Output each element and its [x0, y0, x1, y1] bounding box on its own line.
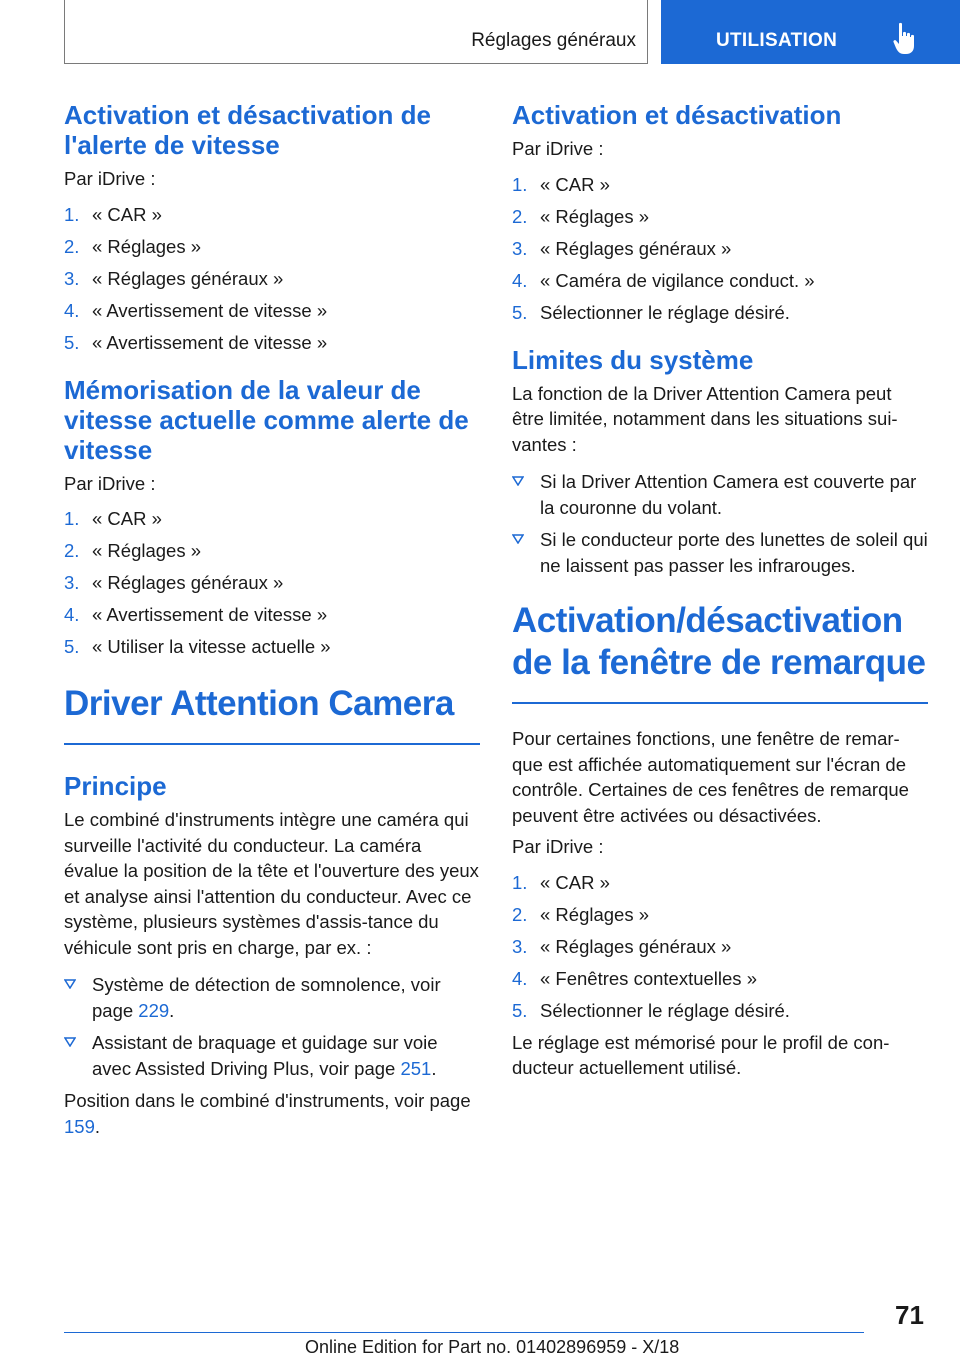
step-number: 3. — [64, 267, 80, 289]
footer-divider — [64, 1332, 864, 1333]
step-item — [512, 902, 928, 927]
idrive-intro: Par iDrive : — [64, 168, 156, 189]
principle-heading: Principe — [64, 771, 167, 801]
alert-speed-steps — [64, 202, 480, 355]
bullet-end: . — [431, 1057, 437, 1079]
step-text: « Caméra de vigilance conduct. » — [540, 269, 815, 291]
step-item — [64, 298, 480, 323]
step-text: « CAR » — [92, 508, 162, 529]
step-item — [64, 202, 480, 227]
step-number: 1. — [512, 173, 528, 195]
step-item — [64, 602, 480, 627]
step-text: « Avertissement de vitesse » — [92, 331, 328, 353]
bullet-text: Système de détection de somnolence, voir page — [92, 974, 441, 1021]
activation-steps — [512, 172, 928, 325]
step-text: « Avertissement de vitesse » — [92, 604, 328, 625]
bullet-end: . — [169, 999, 175, 1021]
step-number: 4. — [512, 269, 528, 291]
step-item — [512, 268, 928, 293]
header-section-title: Réglages généraux — [471, 30, 636, 51]
step-text: « Utiliser la vitesse actuelle » — [92, 636, 331, 657]
bullet-text: Si le conducteur porte des lunettes de soleil qui ne laissent pas passer les infrarouges. — [540, 529, 928, 576]
triangle-bullet-icon — [64, 979, 76, 989]
step-text: « Réglages généraux » — [92, 267, 284, 289]
step-number: 2. — [512, 205, 528, 227]
step-item — [512, 172, 928, 197]
page-link[interactable]: 229 — [138, 999, 170, 1021]
bullet-item — [512, 527, 928, 578]
step-item — [64, 234, 480, 259]
step-number: 1. — [64, 508, 80, 529]
step-item — [512, 998, 928, 1023]
step-item — [64, 570, 480, 595]
step-number: 5. — [512, 999, 528, 1021]
system-limits-list — [512, 469, 928, 578]
step-number: 2. — [64, 235, 80, 257]
system-limits-text: La fonction de la Driver Attention Camera peut être limitée, notamment dans les situations sui-vantes : — [512, 382, 898, 455]
step-text: « Réglages généraux » — [540, 935, 732, 957]
position-text: Position dans le combiné d'instruments, voir page 159. — [64, 1090, 471, 1137]
idrive-intro: Par iDrive : — [512, 138, 604, 159]
remark-window-heading: Activation/désactivation de la fenêtre de remarque — [512, 601, 926, 682]
alert-speed-activation-heading: Activation et désactivation de l'alerte de vitesse — [64, 100, 431, 160]
step-text: « Réglages généraux » — [540, 237, 732, 259]
right-column — [512, 100, 928, 1081]
step-number: 3. — [64, 572, 80, 593]
assist-systems-list — [64, 972, 480, 1081]
activation-heading: Activation et désactivation — [512, 100, 842, 130]
heading-divider — [512, 702, 928, 704]
step-number: 4. — [64, 299, 80, 321]
step-text: « Avertissement de vitesse » — [92, 299, 328, 321]
step-number: 4. — [64, 604, 80, 625]
bullet-item — [64, 972, 480, 1023]
step-item — [512, 870, 928, 895]
step-item — [64, 506, 480, 531]
pointing-hand-icon — [893, 22, 921, 56]
footer-edition: Online Edition for Part no. 01402896959 - X/18 — [305, 1337, 680, 1357]
heading-divider — [64, 743, 480, 745]
remark-window-steps — [512, 870, 928, 1023]
step-text: Sélectionner le réglage désiré. — [540, 301, 790, 323]
step-number: 5. — [64, 636, 80, 657]
remark-window-outro: Le réglage est mémorisé pour le profil de con-ducteur actuellement utilisé. — [512, 1031, 890, 1078]
step-number: 4. — [512, 967, 528, 989]
remark-window-text: Pour certaines fonctions, une fenêtre de remar-que est affichée automatiquement sur l'écran de contrôle. Certaines de ces fenêtres de remarque peuvent être activées ou désactivées. — [512, 728, 909, 826]
triangle-bullet-icon — [512, 534, 524, 544]
step-text: « Réglages » — [540, 903, 650, 925]
step-text: « Réglages » — [92, 540, 202, 561]
bullet-text: Assistant de braquage et guidage sur voie avec Assisted Driving Plus, voir page — [92, 1032, 438, 1079]
idrive-intro: Par iDrive : — [64, 472, 156, 494]
step-number: 1. — [64, 203, 80, 225]
page-link[interactable]: 159 — [64, 1115, 95, 1137]
step-item — [512, 300, 928, 325]
step-item — [64, 330, 480, 355]
step-item — [64, 538, 480, 563]
store-speed-steps — [64, 506, 480, 659]
bullet-item — [64, 1030, 480, 1081]
step-item — [512, 204, 928, 229]
page-number: 71 — [895, 1300, 924, 1330]
step-text: « Fenêtres contextuelles » — [540, 967, 757, 989]
step-text: « Réglages généraux » — [92, 572, 284, 593]
step-number: 3. — [512, 935, 528, 957]
store-speed-heading: Mémorisation de la valeur de vitesse actuelle comme alerte de vitesse — [64, 374, 469, 465]
bullet-item — [512, 469, 928, 520]
step-text: « CAR » — [540, 173, 610, 195]
step-text: « Réglages » — [540, 205, 650, 227]
step-number: 5. — [64, 331, 80, 353]
triangle-bullet-icon — [512, 476, 524, 486]
idrive-intro: Par iDrive : — [512, 836, 604, 857]
principle-text: Le combiné d'instruments intègre une caméra qui surveille l'activité du conducteur. La caméra évalue la position de la tête et l'ouverture des yeux et analyse ainsi l'attention du conducteur. Avec ce système, plusieurs systèmes d'assis-tance du véhicule sont pris en charge, par ex. : — [64, 809, 479, 958]
step-number: 3. — [512, 237, 528, 259]
step-item — [512, 966, 928, 991]
step-text: « CAR » — [92, 203, 162, 225]
bullet-text: Si la Driver Attention Camera est couverte par la couronne du volant. — [540, 471, 917, 518]
step-number: 1. — [512, 871, 528, 893]
step-text: « CAR » — [540, 871, 610, 893]
driver-attention-camera-heading: Driver Attention Camera — [64, 684, 454, 723]
step-text: Sélectionner le réglage désiré. — [540, 999, 790, 1021]
step-item — [64, 634, 480, 659]
page-link[interactable]: 251 — [400, 1057, 432, 1079]
left-column — [64, 100, 480, 1139]
triangle-bullet-icon — [64, 1037, 76, 1047]
step-text: « Réglages » — [92, 235, 202, 257]
system-limits-heading: Limites du système — [512, 344, 754, 375]
step-item — [512, 236, 928, 261]
step-number: 2. — [64, 540, 80, 561]
step-number: 2. — [512, 903, 528, 925]
step-item — [512, 934, 928, 959]
step-item — [64, 266, 480, 291]
header-tab-utilisation[interactable] — [661, 0, 960, 64]
header-tab-label: UTILISATION — [716, 30, 838, 51]
step-number: 5. — [512, 301, 528, 323]
